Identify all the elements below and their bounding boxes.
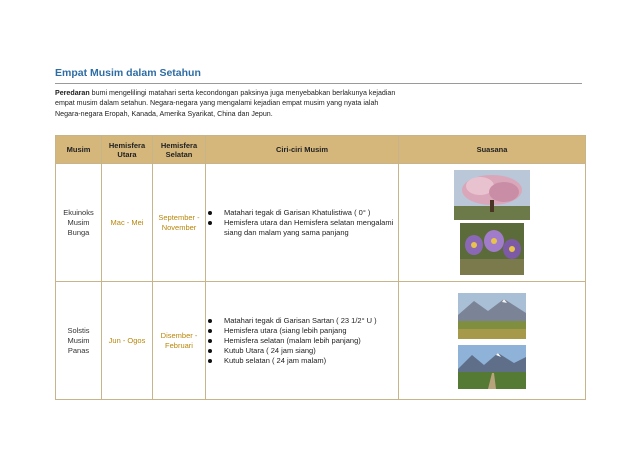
trait-item: Matahari tegak di Garisan Sartan ( 23 1/2° U ) <box>206 316 398 326</box>
header-suasana: Suasana <box>399 136 586 164</box>
season-traits <box>206 282 399 400</box>
north-months: Mac - Mei <box>102 164 153 282</box>
trait-item: Hemisfera utara dan Hemisfera selatan mengalami siang dan malam yang sama panjang <box>206 218 398 238</box>
blossom-tree-photo <box>454 170 530 220</box>
header-musim: Musim <box>56 136 102 164</box>
north-months: Jun - Ogos <box>102 282 153 400</box>
intro-paragraph <box>55 88 405 119</box>
table-row <box>56 164 586 282</box>
title-divider <box>55 83 582 84</box>
trait-item: Hemisfera selatan (malam lebih panjang) <box>206 336 398 346</box>
table-header-row <box>56 136 586 164</box>
trait-item: Hemisfera utara (siang lebih panjang <box>206 326 398 336</box>
header-hemisfera-utara: Hemisfera Utara <box>102 136 153 164</box>
crocus-flowers-photo <box>460 223 524 275</box>
header-ciri-ciri: Ciri-ciri Musim <box>206 136 399 164</box>
summer-valley-photo <box>458 293 526 339</box>
south-months: Disember - Februari <box>153 282 206 400</box>
page-title: Empat Musim dalam Setahun <box>55 67 201 79</box>
season-traits <box>206 164 399 282</box>
intro-bold-word: Peredaran <box>55 89 90 97</box>
table-row <box>56 282 586 400</box>
south-months: September - November <box>153 164 206 282</box>
season-name: Solstis Musim Panas <box>56 282 102 400</box>
seasons-table <box>55 135 586 400</box>
intro-text: bumi mengelilingi matahari serta kecondongan paksinya juga menyebabkan berlakunya kejadian empat musim dalam setahun. Negara-negara yang mengalami kejadian empat musim yang nyata ialah Negara-negara Eropah, Kanada, Amerika Syarikat, China dan Jepun. <box>55 89 396 118</box>
trait-item: Kutub Utara ( 24 jam siang) <box>206 346 398 356</box>
season-images <box>399 164 586 282</box>
header-hemisfera-selatan: Hemisfera Selatan <box>153 136 206 164</box>
trait-item: Kutub selatan ( 24 jam malam) <box>206 356 398 366</box>
trait-item: Matahari tegak di Garisan Khatulistiwa ( 0° ) <box>206 208 398 218</box>
season-images <box>399 282 586 400</box>
summer-mountain-road-photo <box>458 345 526 389</box>
season-name: Ekuinoks Musim Bunga <box>56 164 102 282</box>
